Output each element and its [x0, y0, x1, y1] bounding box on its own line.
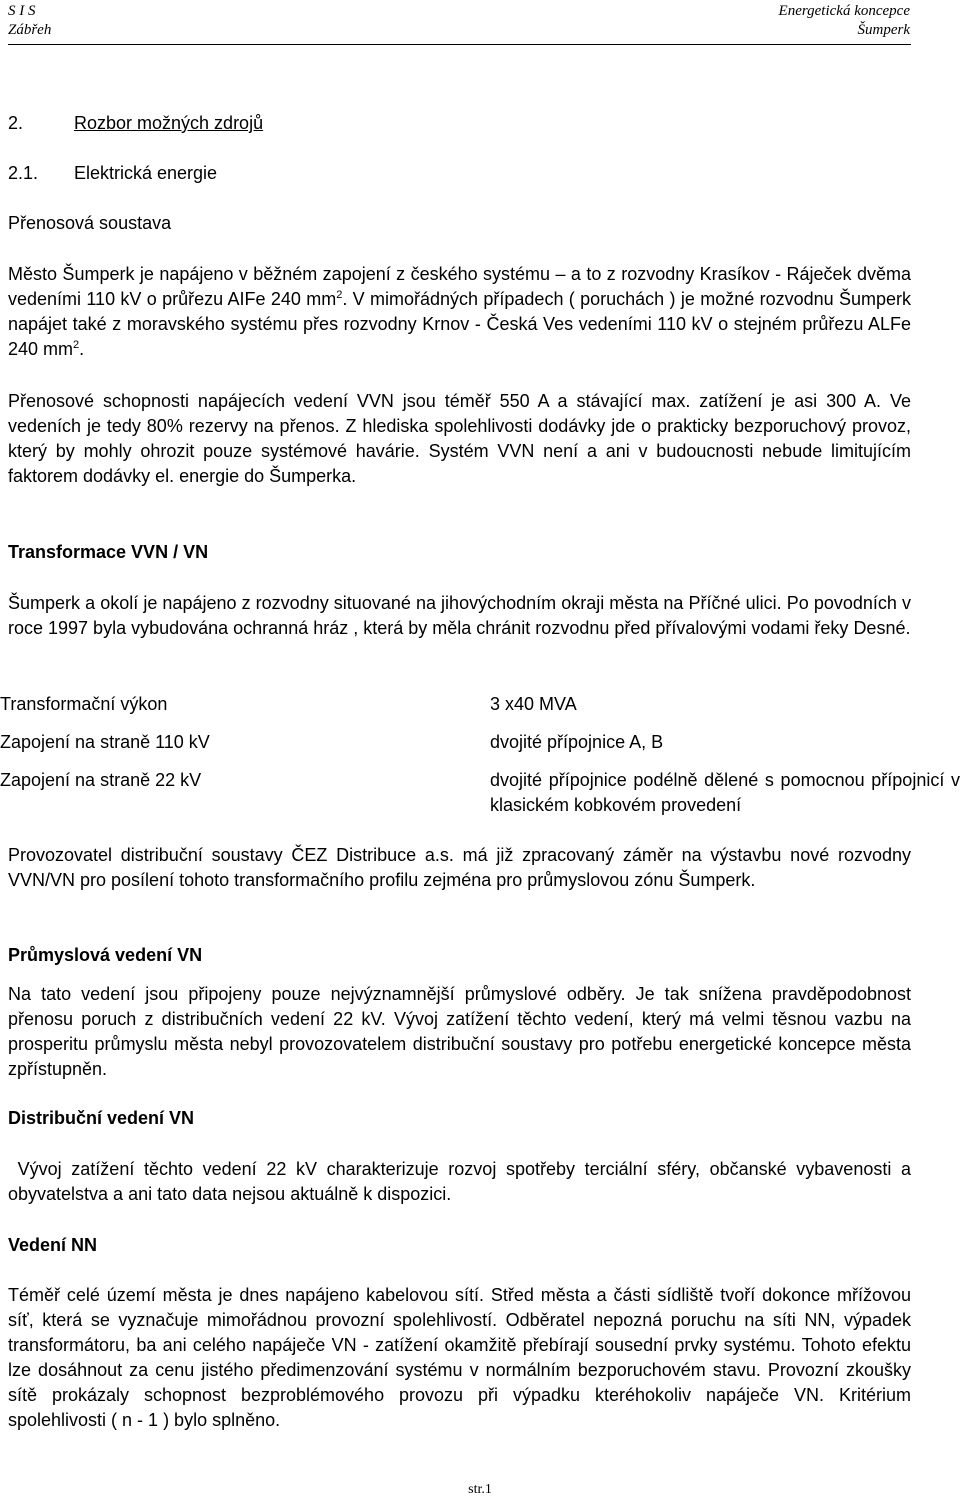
heading-transformace: Transformace VVN / VN [8, 542, 209, 562]
paragraph-transformace-1: Šumperk a okolí je napájeno z rozvodny situované na jihovýchodním okraji města na Příčné ulici. Po povodních v roce 1997 byla vybudována ochranná hráz , která by měla chránit rozvodnu před přívalovými vodami řeky Desné. [8, 593, 911, 638]
subsection-title: Elektrická energie [74, 163, 218, 183]
heading-vedeni-nn: Vedení NN [8, 1235, 98, 1255]
paragraph-transformace-2: Provozovatel distribuční soustavy ČEZ Distribuce a.s. má již zpracovaný záměr na výstavbu nové rozvodny VVN/VN pro posílení tohoto transformačního profilu zejména pro průmyslovou zónu Šumperk. [8, 845, 911, 890]
spec-value: 3 x40 MVA [490, 694, 577, 714]
header-document-title: Energetická koncepce [778, 3, 910, 19]
page-header [0, 0, 960, 44]
spec-value: dvojité přípojnice podélně dělené s pomocnou přípojnicí v klasickém kobkovém provedení [490, 770, 960, 815]
section-number: 2. [8, 113, 24, 133]
header-document-city: Šumperk [857, 22, 910, 38]
section-heading [8, 111, 911, 136]
paragraph-prenosova-1 [8, 262, 911, 362]
paragraph-vedeni-nn: Téměř celé území města je dnes napájeno kabelovou sítí. Střed města a části sídliště tvoří dokonce mřížovou síť, která se vyznačuje mimořádnou provozní spolehlivostí. Odběratel nepozná poruchu na síti NN, výpadek transformátoru, ba ani celého napáječe VN - zatížení okamžitě přebírají sousední prvky systému. Tohoto efektu lze dosáhnout za cenu jistého předimenzování systému v normálním bezporuchovém stavu. Provozní zkoušky sítě prokázaly schopnost bezproblémového provozu při výpadku kteréhokoliv napáječe VN. Kritérium spolehlivosti ( n - 1 ) bylo splněno. [8, 1285, 911, 1430]
header-company: S I S [8, 3, 36, 19]
heading-prumyslova-vedeni: Průmyslová vedení VN [8, 945, 203, 965]
spec-label: Zapojení na straně 110 kV [0, 732, 210, 752]
header-left [8, 2, 51, 40]
header-city: Zábřeh [8, 22, 52, 38]
paragraph-text: . V mimořádných případech ( poruchách ) je možné rozvodnu Šumperk napájet také z moravského systému přes rozvodny Krnov - Česká Ves vedeními 110 kV o stejném průřezu ALFe 240 mm [8, 289, 911, 359]
superscript: 2 [73, 339, 80, 351]
page-number: str.1 [468, 1482, 492, 1497]
heading-distribucni-vedeni: Distribuční vedení VN [8, 1108, 195, 1128]
paragraph-text: . [79, 339, 85, 359]
paragraph-prenosova-2: Přenosové schopnosti napájecích vedení VVN jsou téměř 550 A a stávající max. zatížení je asi 300 A. Ve vedeních je tedy 80% rezervy na přenos. Z hlediska spolehlivosti dodávky jde o prakticky bezporuchový provoz, který by mohly ohrozit pouze systémové havárie. Systém VVN není a ani v budoucnosti nebude limitujícím faktorem dodávky el. energie do Šumperka. [8, 391, 911, 486]
superscript: 2 [336, 289, 343, 301]
subsection-heading [8, 161, 911, 186]
section-title: Rozbor možných zdrojů [74, 113, 264, 133]
spec-label: Zapojení na straně 22 kV [0, 770, 202, 790]
paragraph-prumyslova: Na tato vedení jsou připojeny pouze nejvýznamnější průmyslové odběry. Je tak snížena pravděpodobnost přenosu poruch z distribučních vedení 22 kV. Vývoj zatížení těchto vedení, který má velmi těsnou vazbu na prosperitu průmyslu města nebyl provozovatelem distribuční soustavy pro potřebu energetické koncepce města zpřístupněn. [8, 984, 911, 1079]
paragraph-text: Město Šumperk je napájeno v běžném zapojení z českého systému – a to z rozvodny Krasíkov - Ráječek dvěma vedeními 110 kV o průřezu AIFe 240 mm [8, 264, 911, 309]
header-divider [8, 44, 911, 45]
paragraph-distribucni [8, 1157, 911, 1207]
spec-label: Transformační výkon [0, 694, 168, 714]
heading-prenosova-soustava: Přenosová soustava [8, 213, 172, 233]
spec-value: dvojité přípojnice A, B [490, 732, 664, 752]
subsection-number: 2.1. [8, 163, 39, 183]
header-right [779, 2, 910, 40]
paragraph-text: Vývoj zatížení těchto vedení 22 kV charakterizuje rozvoj spotřeby terciální sféry, občanské vybavenosti a obyvatelstva a ani tato data nejsou aktuálně k dispozici. [8, 1159, 911, 1204]
